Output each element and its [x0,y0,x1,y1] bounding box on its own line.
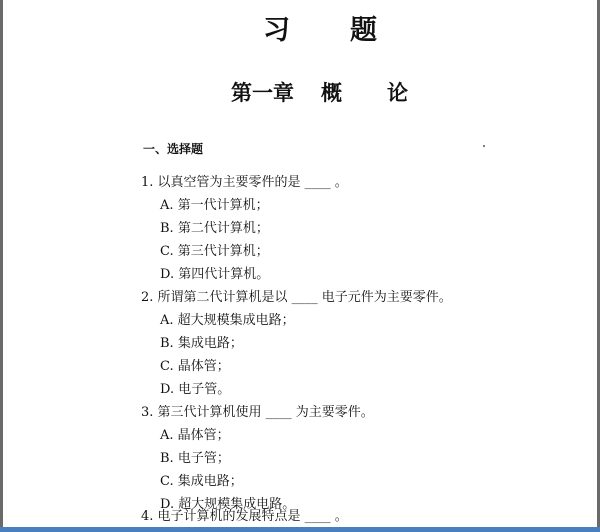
question-2-opt-d: D. 电子管。 [160,382,231,397]
question-3-opt-b: B. 电子管； [160,451,230,466]
question-3-opt-c: C. 集成电路； [160,474,243,489]
chapter-number: 第一章 [231,80,294,105]
question-1-opt-b: B. 第二代计算机； [160,221,269,236]
question-3-opt-d: D. 超大规模集成电路。 [160,497,296,512]
document-page [3,0,597,527]
section-heading: 一、选择题 [143,142,204,156]
question-2-opt-a: A. 超大规模集成电路； [160,313,295,328]
question-3-opt-a: A. 晶体管； [160,428,230,443]
question-3: 3. 第三代计算机使用 ____ 为主要零件。 [141,405,374,420]
question-1-opt-c: C. 第三代计算机； [160,244,269,259]
window-bottom-bar [0,527,600,532]
question-2-opt-c: C. 晶体管； [160,359,230,374]
page-title-char-2: 题 [350,15,377,46]
page-title-char-1: 习 [263,15,290,46]
chapter-title-char-1: 概 [321,80,342,105]
stray-dot [483,145,485,147]
question-2-opt-b: B. 集成电路； [160,336,243,351]
question-1-opt-d: D. 第四代计算机。 [160,267,270,282]
question-2: 2. 所谓第二代计算机是以 ____ 电子元件为主要零件。 [141,290,452,305]
question-4: 4. 电子计算机的发展特点是 ____ 。 [141,509,348,524]
question-1-opt-a: A. 第一代计算机； [160,198,269,213]
question-1: 1. 以真空管为主要零件的是 ____ 。 [141,175,348,190]
chapter-title-char-2: 论 [387,80,408,105]
